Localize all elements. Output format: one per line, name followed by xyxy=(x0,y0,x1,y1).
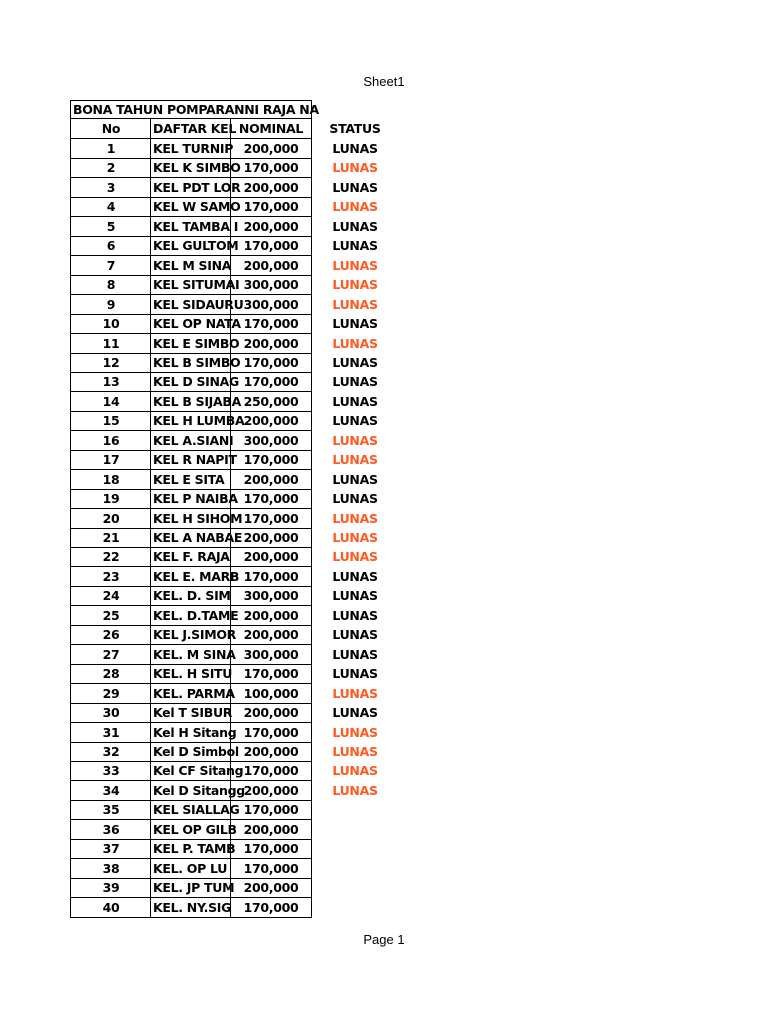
row-status-cell[interactable]: LUNAS xyxy=(332,393,378,409)
row-no-cell[interactable]: 5 xyxy=(70,217,151,237)
row-status-cell[interactable]: LUNAS xyxy=(332,199,378,215)
row-no-cell[interactable]: 28 xyxy=(70,664,151,684)
row-nominal-cell[interactable]: 170,000 xyxy=(230,158,312,178)
row-status-cell[interactable]: LUNAS xyxy=(332,141,378,156)
row-no-cell[interactable]: 14 xyxy=(70,392,151,412)
row-name-cell[interactable]: Kel D Simbol xyxy=(150,742,231,762)
row-nominal-cell[interactable]: 170,000 xyxy=(230,567,312,587)
row-name-cell[interactable]: KEL E SITA xyxy=(150,470,231,490)
row-status-cell[interactable]: LUNAS xyxy=(332,530,378,545)
row-status-cell[interactable]: LUNAS xyxy=(332,296,378,312)
row-status-cell[interactable]: LUNAS xyxy=(332,627,378,643)
row-nominal-cell[interactable]: 170,000 xyxy=(230,314,312,334)
row-nominal-cell[interactable]: 170,000 xyxy=(230,509,312,529)
row-name-cell[interactable]: KEL A.SIANI xyxy=(150,431,231,451)
row-no-cell[interactable]: 7 xyxy=(70,256,151,276)
row-no-cell[interactable]: 34 xyxy=(70,781,151,801)
row-name-cell[interactable]: KEL SIALLAG xyxy=(150,800,231,820)
row-nominal-cell[interactable]: 200,000 xyxy=(230,878,312,898)
row-no-cell[interactable]: 32 xyxy=(70,742,151,762)
row-name-cell[interactable]: KEL. M SINA xyxy=(150,645,231,665)
row-no-cell[interactable]: 2 xyxy=(70,158,151,178)
row-no-cell[interactable]: 36 xyxy=(70,820,151,840)
row-nominal-cell[interactable]: 170,000 xyxy=(230,664,312,684)
row-name-cell[interactable]: KEL. JP TUM xyxy=(150,878,231,898)
row-nominal-cell[interactable]: 170,000 xyxy=(230,898,312,918)
row-no-cell[interactable]: 18 xyxy=(70,470,151,490)
row-nominal-cell[interactable]: 300,000 xyxy=(230,586,312,606)
row-nominal-cell[interactable]: 170,000 xyxy=(230,236,312,256)
row-no-cell[interactable]: 40 xyxy=(70,898,151,918)
row-status-cell[interactable]: LUNAS xyxy=(332,491,378,507)
row-status-cell[interactable]: LUNAS xyxy=(332,607,378,623)
row-name-cell[interactable]: Kel D Sitangg xyxy=(150,781,231,801)
row-nominal-cell[interactable]: 300,000 xyxy=(230,275,312,295)
row-name-cell[interactable]: KEL. H SITU xyxy=(150,664,231,684)
row-nominal-cell[interactable]: 170,000 xyxy=(230,761,312,781)
row-name-cell[interactable]: KEL J.SIMOR xyxy=(150,625,231,645)
row-status-cell[interactable] xyxy=(320,839,390,859)
row-name-cell[interactable]: Kel T SIBUR xyxy=(150,703,231,723)
row-no-cell[interactable]: 25 xyxy=(70,606,151,626)
row-nominal-cell[interactable]: 100,000 xyxy=(230,684,312,704)
row-status-cell[interactable]: LUNAS xyxy=(332,646,378,662)
header-nominal[interactable]: NOMINAL xyxy=(230,119,312,139)
row-status-cell[interactable] xyxy=(320,859,390,879)
row-name-cell[interactable]: KEL P. TAMB xyxy=(150,839,231,859)
row-status-cell[interactable]: LUNAS xyxy=(332,432,378,448)
row-name-cell[interactable]: KEL D SINAG xyxy=(150,372,231,392)
row-status-cell[interactable]: LUNAS xyxy=(332,685,378,701)
row-no-cell[interactable]: 38 xyxy=(70,859,151,879)
row-name-cell[interactable]: KEL OP NATA xyxy=(150,314,231,334)
row-name-cell[interactable]: KEL PDT LOR xyxy=(150,178,231,198)
row-nominal-cell[interactable]: 300,000 xyxy=(230,295,312,315)
row-status-cell[interactable]: LUNAS xyxy=(332,160,378,176)
row-no-cell[interactable]: 22 xyxy=(70,547,151,567)
row-name-cell[interactable]: KEL B SIMBO xyxy=(150,353,231,373)
row-no-cell[interactable]: 8 xyxy=(70,275,151,295)
row-nominal-cell[interactable]: 200,000 xyxy=(230,606,312,626)
page-number: Page 1 xyxy=(363,932,405,947)
row-nominal-cell[interactable]: 200,000 xyxy=(230,528,312,548)
row-nominal-cell[interactable]: 200,000 xyxy=(230,256,312,276)
row-name-cell[interactable]: KEL K SIMBO xyxy=(150,158,231,178)
row-name-cell[interactable]: KEL GULTOM xyxy=(150,236,231,256)
row-nominal-cell[interactable]: 200,000 xyxy=(230,334,312,354)
row-nominal-cell[interactable]: 170,000 xyxy=(230,800,312,820)
row-no-cell[interactable]: 6 xyxy=(70,236,151,256)
row-nominal-cell[interactable]: 300,000 xyxy=(230,645,312,665)
row-no-cell[interactable]: 4 xyxy=(70,197,151,217)
row-name-cell[interactable]: KEL TAMBA I xyxy=(150,217,231,237)
row-status-cell[interactable]: LUNAS xyxy=(332,316,378,332)
row-nominal-cell[interactable]: 170,000 xyxy=(230,372,312,392)
row-no-cell[interactable]: 9 xyxy=(70,295,151,315)
row-status-cell[interactable]: LUNAS xyxy=(332,705,378,721)
row-name-cell[interactable]: KEL A NABAE xyxy=(150,528,231,548)
row-nominal-cell[interactable]: 170,000 xyxy=(230,859,312,879)
row-no-cell[interactable]: 10 xyxy=(70,314,151,334)
row-status-cell[interactable]: LUNAS xyxy=(332,335,378,351)
row-no-cell[interactable]: 11 xyxy=(70,334,151,354)
row-status-cell[interactable] xyxy=(320,820,390,840)
row-name-cell[interactable]: KEL E. MARB xyxy=(150,567,231,587)
row-no-cell[interactable]: 31 xyxy=(70,723,151,743)
row-status-cell[interactable]: LUNAS xyxy=(332,452,378,468)
row-nominal-cell[interactable]: 200,000 xyxy=(230,411,312,431)
row-status-cell[interactable]: LUNAS xyxy=(332,666,378,682)
row-name-cell[interactable]: KEL. OP LU xyxy=(150,859,231,879)
row-name-cell[interactable]: KEL SITUMAI xyxy=(150,275,231,295)
row-no-cell[interactable]: 17 xyxy=(70,450,151,470)
table-title[interactable]: BONA TAHUN POMPARANNI RAJA NA xyxy=(70,100,312,119)
row-status-cell[interactable]: LUNAS xyxy=(332,374,378,390)
row-nominal-cell[interactable]: 170,000 xyxy=(230,450,312,470)
row-status-cell[interactable]: LUNAS xyxy=(332,179,378,195)
row-nominal-cell[interactable]: 200,000 xyxy=(230,217,312,237)
header-no[interactable]: No xyxy=(70,119,151,139)
row-no-cell[interactable]: 13 xyxy=(70,372,151,392)
row-no-cell[interactable]: 20 xyxy=(70,509,151,529)
row-status-cell[interactable]: LUNAS xyxy=(332,471,378,487)
row-name-cell[interactable]: KEL. D. SIM xyxy=(150,586,231,606)
row-status-cell[interactable]: LUNAS xyxy=(332,549,378,565)
sheet-name: Sheet1 xyxy=(363,74,405,89)
row-no-cell[interactable]: 30 xyxy=(70,703,151,723)
row-no-cell[interactable]: 12 xyxy=(70,353,151,373)
row-no-cell[interactable]: 24 xyxy=(70,586,151,606)
row-nominal-cell[interactable]: 200,000 xyxy=(230,781,312,801)
row-name-cell[interactable]: Kel CF Sitang xyxy=(150,761,231,781)
row-status-cell[interactable]: LUNAS xyxy=(332,218,378,234)
row-nominal-cell[interactable]: 200,000 xyxy=(230,178,312,198)
row-status-cell[interactable] xyxy=(320,800,390,820)
row-nominal-cell[interactable]: 200,000 xyxy=(230,703,312,723)
row-no-cell[interactable]: 15 xyxy=(70,411,151,431)
row-name-cell[interactable]: KEL. PARMA xyxy=(150,684,231,704)
row-status-cell[interactable]: LUNAS xyxy=(332,238,378,254)
row-status-cell[interactable]: LUNAS xyxy=(332,763,378,779)
row-name-cell[interactable]: KEL SIDAURU xyxy=(150,295,231,315)
row-no-cell[interactable]: 19 xyxy=(70,489,151,509)
row-name-cell[interactable]: Kel H Sitang xyxy=(150,723,231,743)
row-nominal-cell[interactable]: 200,000 xyxy=(230,139,312,159)
header-status[interactable]: STATUS xyxy=(329,121,381,136)
row-status-cell[interactable] xyxy=(320,878,390,898)
row-nominal-cell[interactable]: 170,000 xyxy=(230,489,312,509)
row-nominal-cell[interactable]: 170,000 xyxy=(230,839,312,859)
row-name-cell[interactable]: KEL TURNIP xyxy=(150,139,231,159)
row-nominal-cell[interactable]: 300,000 xyxy=(230,431,312,451)
row-status-cell[interactable]: LUNAS xyxy=(332,257,378,273)
row-status-cell[interactable]: LUNAS xyxy=(332,277,378,293)
row-no-cell[interactable]: 27 xyxy=(70,645,151,665)
row-no-cell[interactable]: 21 xyxy=(70,528,151,548)
row-name-cell[interactable]: KEL P NAIBA xyxy=(150,489,231,509)
row-no-cell[interactable]: 26 xyxy=(70,625,151,645)
row-name-cell[interactable]: KEL. NY.SIG xyxy=(150,898,231,918)
row-status-cell[interactable]: LUNAS xyxy=(332,724,378,740)
row-nominal-cell[interactable]: 170,000 xyxy=(230,723,312,743)
row-no-cell[interactable]: 37 xyxy=(70,839,151,859)
row-name-cell[interactable]: KEL E SIMBO xyxy=(150,334,231,354)
row-name-cell[interactable]: KEL W SAMO xyxy=(150,197,231,217)
row-no-cell[interactable]: 3 xyxy=(70,178,151,198)
header-name[interactable]: DAFTAR KEL xyxy=(150,119,231,139)
row-status-cell[interactable]: LUNAS xyxy=(332,588,378,604)
row-status-cell[interactable]: LUNAS xyxy=(332,413,378,429)
row-no-cell[interactable]: 39 xyxy=(70,878,151,898)
row-nominal-cell[interactable]: 200,000 xyxy=(230,820,312,840)
row-status-cell[interactable]: LUNAS xyxy=(332,782,378,798)
row-no-cell[interactable]: 35 xyxy=(70,800,151,820)
row-nominal-cell[interactable]: 250,000 xyxy=(230,392,312,412)
row-nominal-cell[interactable]: 200,000 xyxy=(230,547,312,567)
row-status-cell[interactable]: LUNAS xyxy=(332,568,378,584)
row-status-cell[interactable]: LUNAS xyxy=(332,510,378,526)
row-nominal-cell[interactable]: 200,000 xyxy=(230,625,312,645)
row-nominal-cell[interactable]: 170,000 xyxy=(230,353,312,373)
row-name-cell[interactable]: KEL M SINA xyxy=(150,256,231,276)
row-nominal-cell[interactable]: 170,000 xyxy=(230,197,312,217)
row-no-cell[interactable]: 16 xyxy=(70,431,151,451)
row-name-cell[interactable]: KEL. D.TAME xyxy=(150,606,231,626)
row-name-cell[interactable]: KEL OP GILB xyxy=(150,820,231,840)
row-status-cell[interactable]: LUNAS xyxy=(332,354,378,370)
row-no-cell[interactable]: 1 xyxy=(70,139,151,159)
row-status-cell[interactable]: LUNAS xyxy=(332,743,378,759)
row-name-cell[interactable]: KEL F. RAJA xyxy=(150,547,231,567)
row-nominal-cell[interactable]: 200,000 xyxy=(230,742,312,762)
row-name-cell[interactable]: KEL H LUMBA xyxy=(150,411,231,431)
row-name-cell[interactable]: KEL R NAPIT xyxy=(150,450,231,470)
row-nominal-cell[interactable]: 200,000 xyxy=(230,470,312,490)
row-name-cell[interactable]: KEL H SIHOM xyxy=(150,509,231,529)
row-no-cell[interactable]: 29 xyxy=(70,684,151,704)
row-no-cell[interactable]: 33 xyxy=(70,761,151,781)
row-no-cell[interactable]: 23 xyxy=(70,567,151,587)
row-name-cell[interactable]: KEL B SIJABA xyxy=(150,392,231,412)
row-status-cell[interactable] xyxy=(320,898,390,918)
